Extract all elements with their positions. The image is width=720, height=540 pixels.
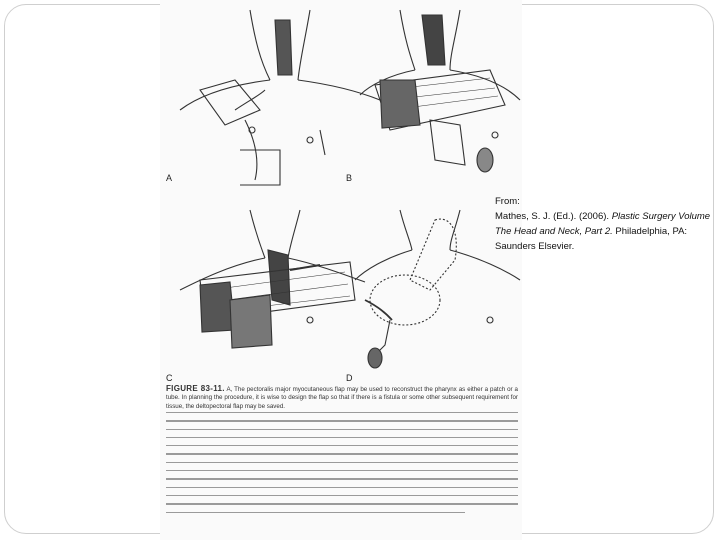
panel-label-a: A: [166, 173, 173, 183]
panel-label-c: C: [166, 373, 173, 383]
citation-authors: Mathes, S. J. (Ed.). (2006).: [495, 211, 610, 222]
surgical-figure-image: [160, 0, 522, 540]
citation-title-part1: Plastic Surgery Volume: [611, 211, 711, 222]
panel-b-drawing: [360, 10, 520, 172]
citation-label: From:: [495, 196, 520, 207]
panel-label-d: D: [346, 373, 353, 383]
citation-place: Philadelphia, PA:: [615, 226, 688, 237]
caption-body-lines: [166, 412, 518, 520]
caption-heading: FIGURE 83-11.: [166, 384, 225, 393]
citation-line-2: [495, 209, 720, 224]
panel-c-drawing: [180, 210, 365, 348]
citation-title-part2: The Head and Neck, Part 2.: [495, 226, 613, 237]
panel-a-drawing: [180, 10, 380, 185]
caption-text: A, The pectoralis major myocutaneous flap may be used to reconstruct the pharynx as either a patch or a tube. In planning the procedure, it is wise to design the flap so that if there is a fistula or some other subsequent requirement for tissue, the deltopectoral flap may be saved.: [166, 386, 518, 410]
panel-label-b: B: [346, 173, 353, 183]
citation-block: [495, 194, 720, 254]
figure-caption: [166, 385, 518, 411]
citation-publisher: Saunders Elsevier.: [495, 241, 575, 252]
citation-line-3: [495, 224, 720, 239]
